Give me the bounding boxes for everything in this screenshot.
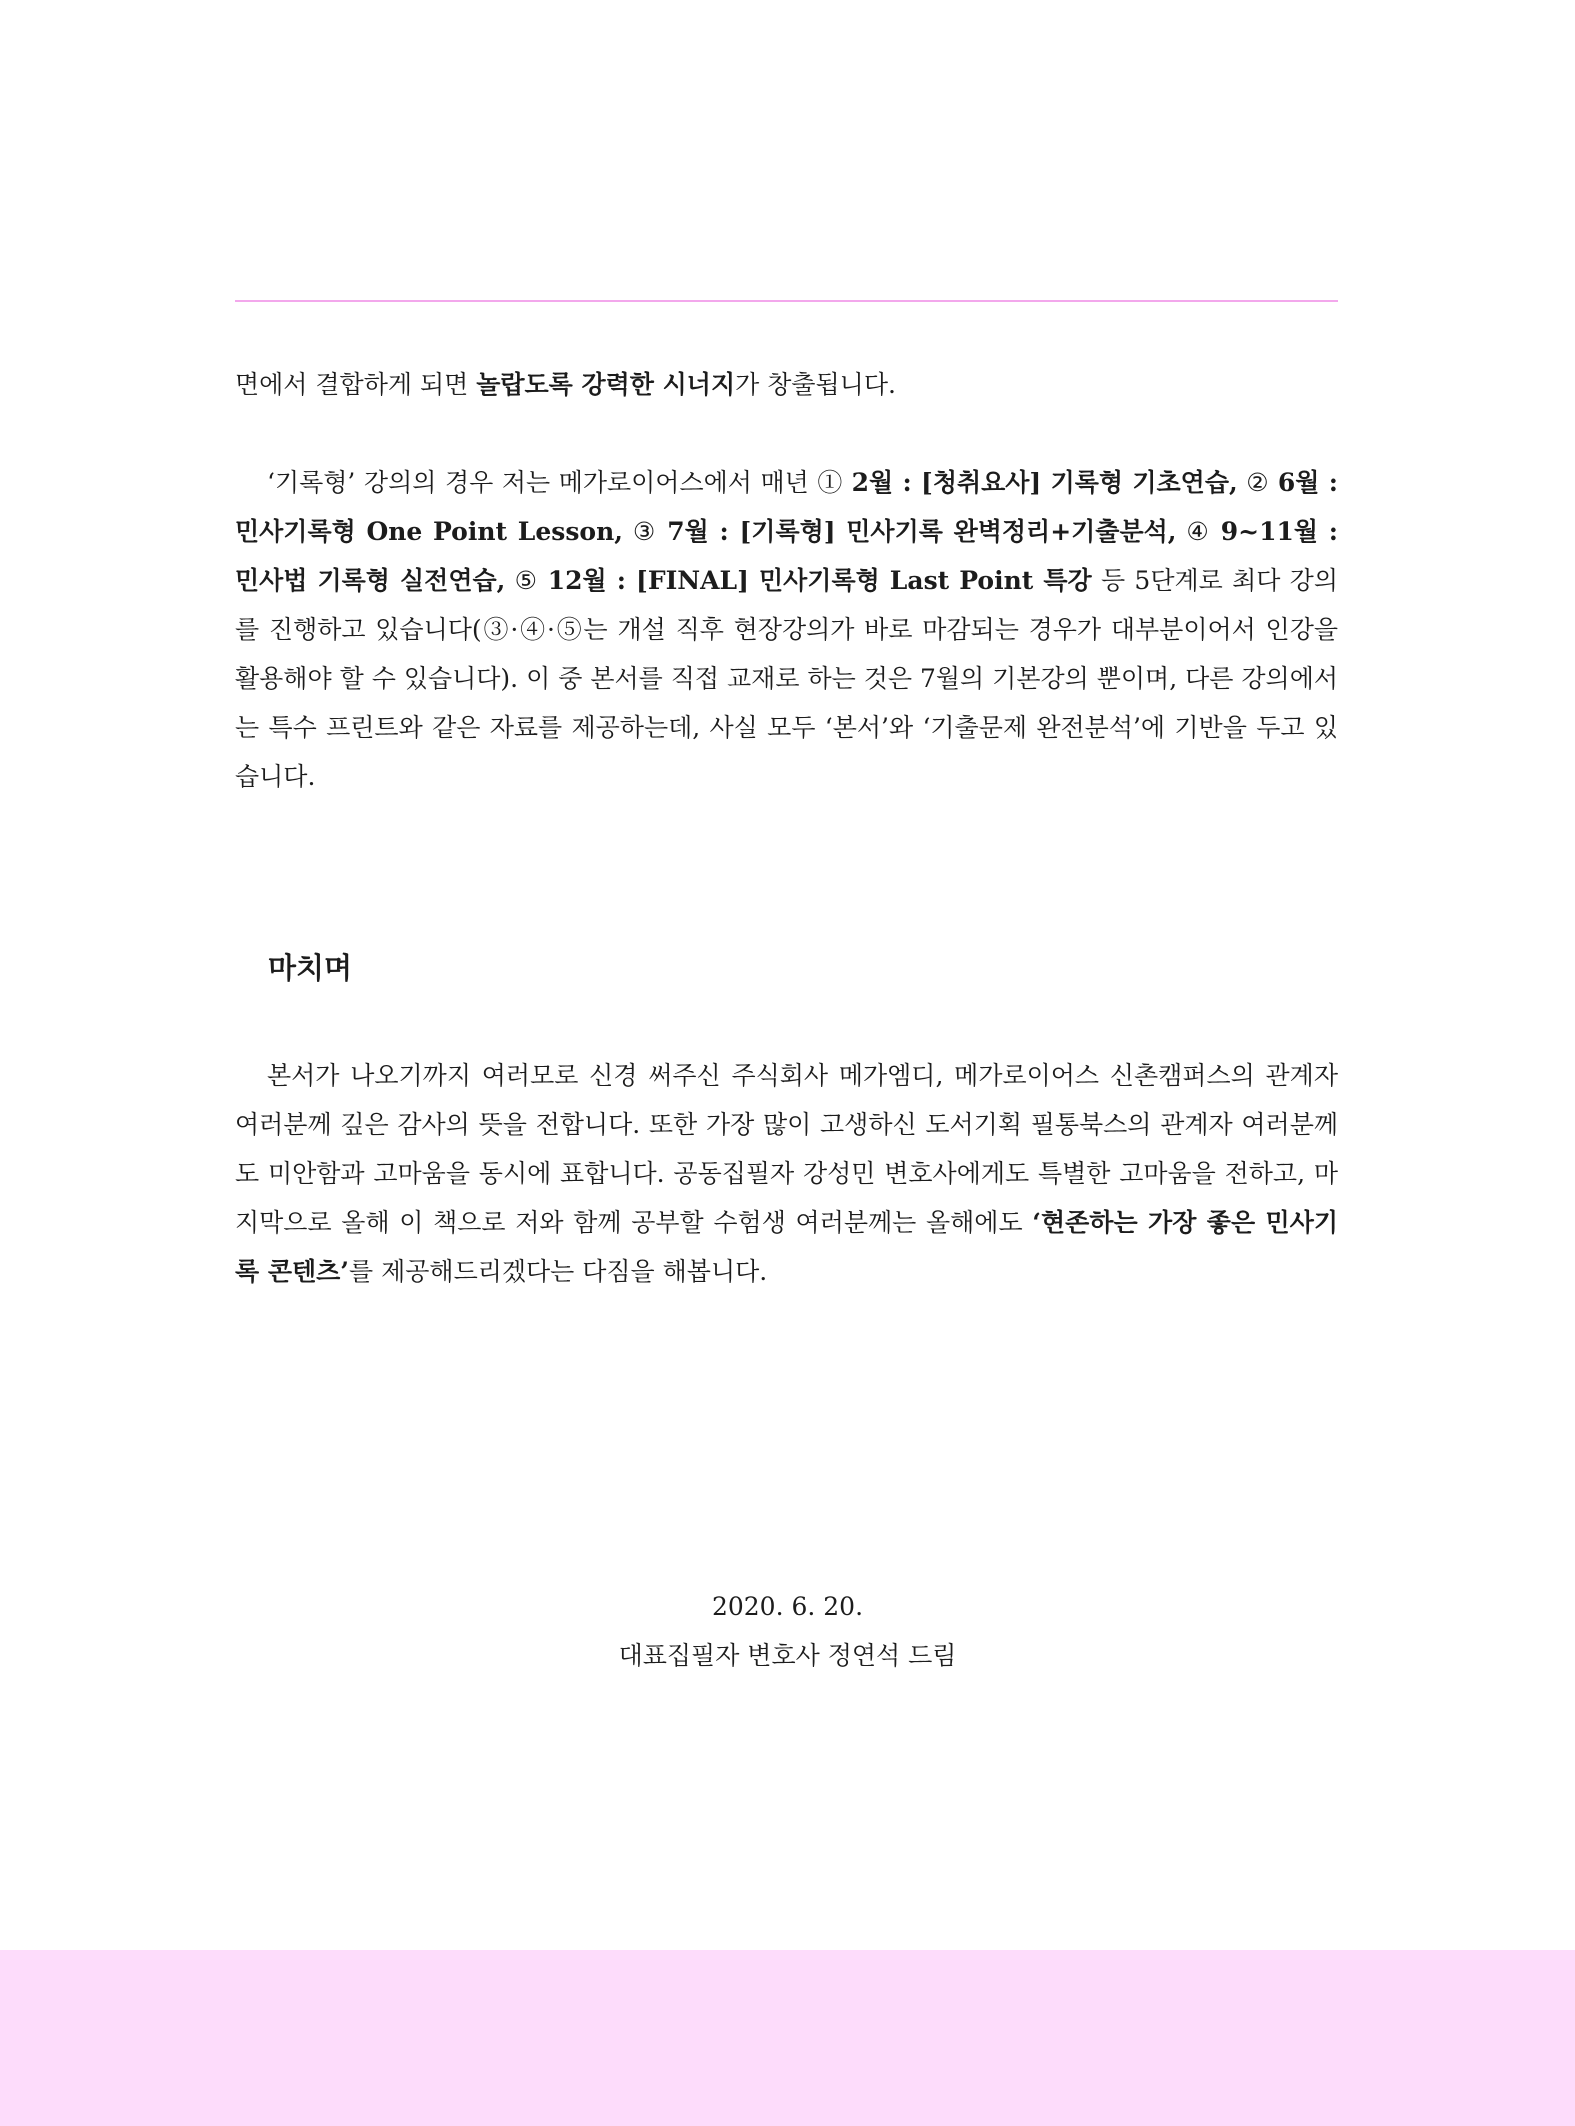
- lecture-2: 6월 : 민사기록형 One Point Lesson,: [235, 468, 1338, 546]
- closing-paragraph: [235, 1051, 1338, 1296]
- lectures-text-3: ③: [622, 517, 668, 546]
- main-text: [235, 360, 1338, 801]
- header-rule: [235, 300, 1338, 302]
- intro-text-end: 가 창출됩니다.: [735, 370, 896, 399]
- intro-paragraph: [235, 360, 1338, 409]
- lecture-5: 12월 : [FINAL] 민사기록형 Last Point 특강: [547, 566, 1092, 595]
- lecture-4: 9~11월 : 민사법 기록형 실전연습,: [235, 517, 1339, 595]
- lectures-text-1: ‘기록형’ 강의의 경우 저는 메가로이어스에서 매년 ①: [267, 468, 852, 497]
- intro-text: 면에서 결합하게 되면: [235, 370, 477, 399]
- closing-text-1: 본서가 나오기까지 여러모로 신경 써주신 주식회사 메가엠디, 메가로이어스 신촌캠퍼스의 관계자 여러분께 깊은 감사의 뜻을 전합니다. 또한 가장 많이 고생하신 도서기획 필통북스의 관계자 여러분께도 미안함과 고마움을 동시에 표합니다. 공동집필자 강성민 변호사에게도 특별한 고마움을 전하고, 마지막으로 올해 이 책으로 저와 함께 공부할 수험생 여러분께는 올해에도: [235, 1061, 1338, 1237]
- lecture-1: 2월 : [청취요사] 기록형 기초연습,: [851, 468, 1238, 497]
- lectures-text-5: ⑤: [505, 566, 548, 595]
- signature-author: 대표집필자 변호사 정연석 드림: [618, 1641, 957, 1670]
- signature-date: 2020. 6. 20.: [711, 1592, 864, 1621]
- closing-emphasis: ‘현존하는 가장 좋은 민사기록 콘텐츠’: [235, 1208, 1339, 1286]
- section-heading: 마치며: [268, 951, 353, 985]
- closing-text-2: 를 제공해드리겠다는 다짐을 해봅니다.: [349, 1257, 768, 1286]
- lectures-text-6: 등 5단계로 최다 강의를 진행하고 있습니다(③·④·⑤는 개설 직후 현장강의가 바로 마감되는 경우가 대부분이어서 인강을 활용해야 할 수 있습니다). 이 중 본서를 직접 교재로 하는 것은 7월의 기본강의 뿐이며, 다른 강의에서는 특수 프린트와 같은 자료를 제공하는데, 사실 모두 ‘본서’와 ‘기출문제 완전분석’에 기반을 두고 있습니다.: [235, 566, 1338, 791]
- intro-emphasis: 놀랍도록 강력한 시너지: [476, 370, 736, 399]
- lecture-3: 7월 : [기록형] 민사기록 완벽정리+기출분석,: [667, 517, 1177, 546]
- lectures-paragraph: [235, 458, 1338, 801]
- footer-band: [0, 1950, 1575, 2126]
- lectures-text-4: ④: [1176, 517, 1221, 546]
- signature-block: [0, 1582, 1575, 1680]
- lectures-text-2: ②: [1237, 468, 1278, 497]
- closing-text: [235, 1051, 1338, 1296]
